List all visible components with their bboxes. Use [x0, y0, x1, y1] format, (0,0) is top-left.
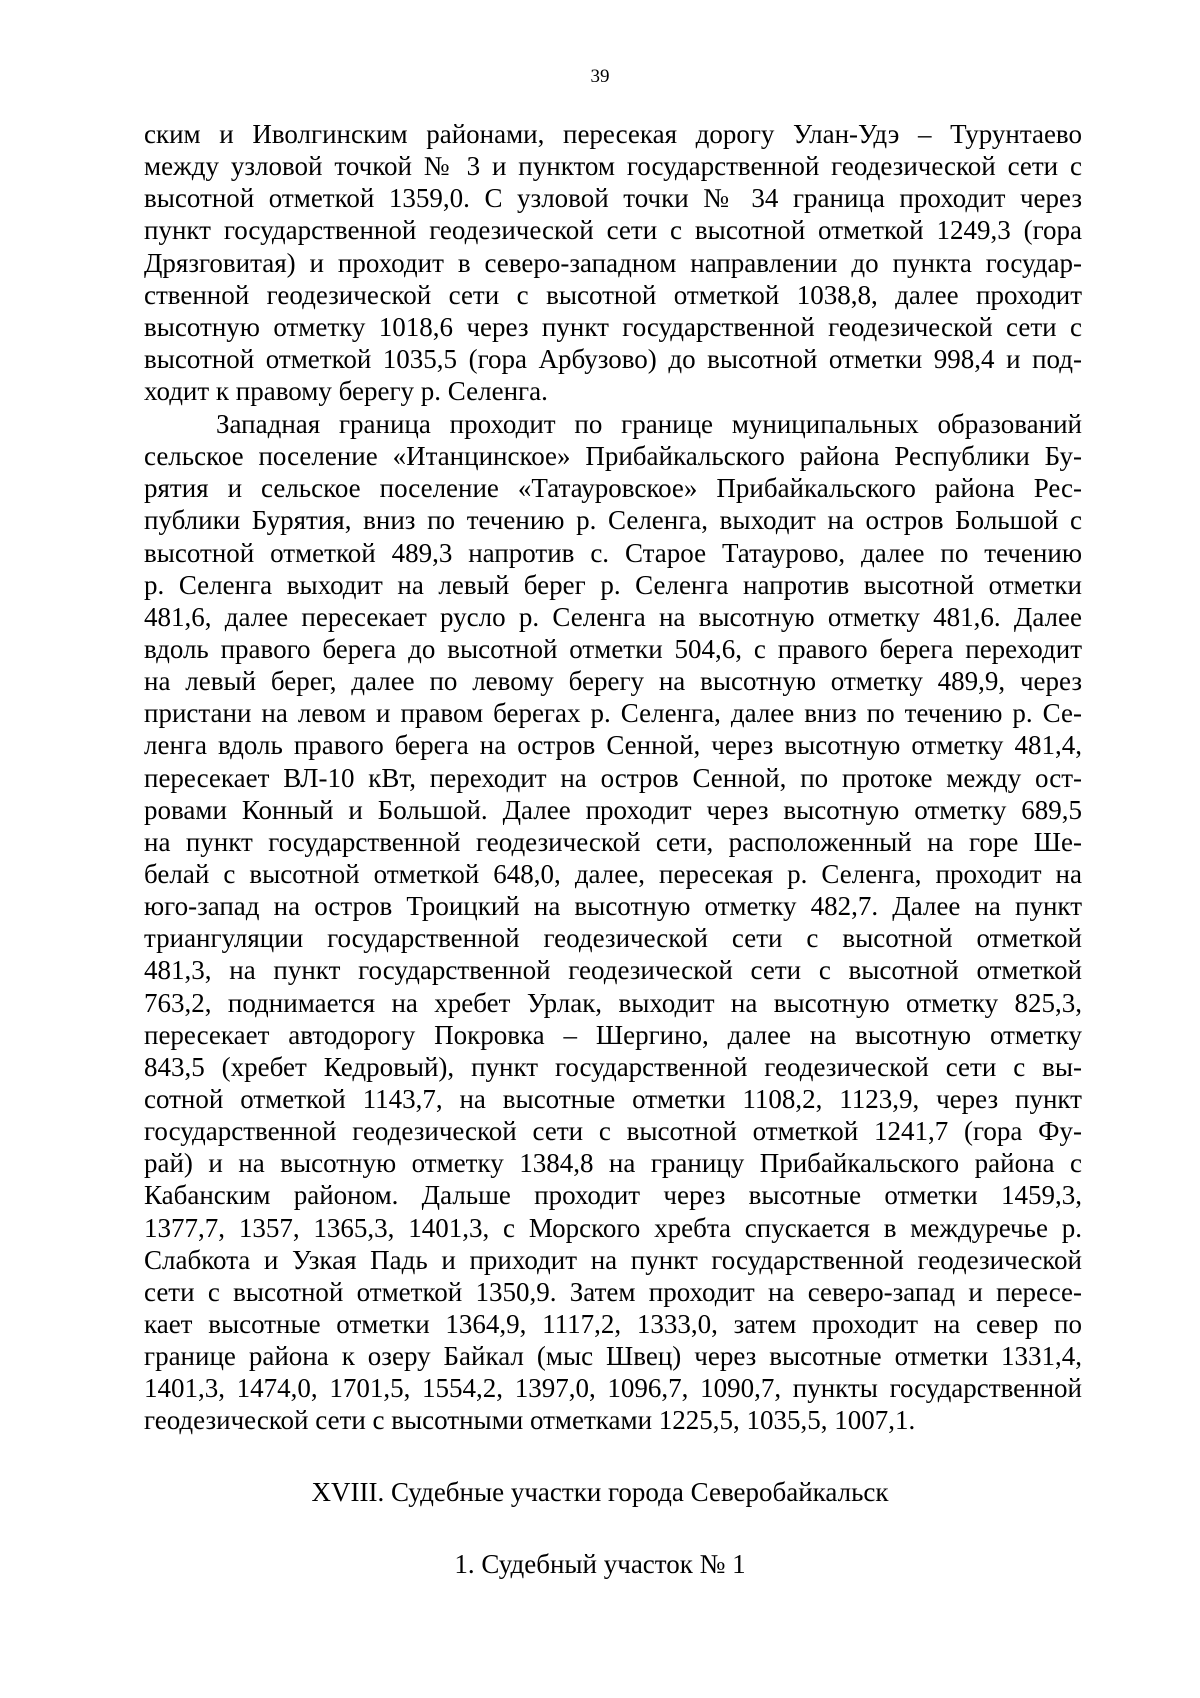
text-line: 763,2, поднимается на хребет Урлак, выходит на высотную отметку 825,3, — [144, 987, 1082, 1018]
text-line: государственной геодезической сети с высотной отметкой 1241,7 (гора Фу- — [144, 1116, 1082, 1147]
text-line: пристани на левом и правом берегах р. Селенга, далее вниз по течению р. Се- — [144, 698, 1082, 729]
text-line: 1377,7, 1357, 1365,3, 1401,3, с Морского хребта спускается в междуречье р. — [144, 1212, 1082, 1243]
text-line: сети с высотной отметкой 1350,9. Затем проходит на северо-запад и пересе- — [144, 1276, 1082, 1307]
text-line: высотной отметкой 1035,5 (гора Арбузово) до высотной отметки 998,4 и под- — [144, 343, 1082, 374]
text-line: пересекает ВЛ-10 кВт, переходит на остров Сенной, по протоке между ост- — [144, 762, 1082, 793]
text-line: белай с высотной отметкой 648,0, далее, пересекая р. Селенга, проходит на — [144, 858, 1082, 889]
text-line: 843,5 (хребет Кедровый), пункт государственной геодезической сети с вы- — [144, 1051, 1082, 1082]
text-line: пересекает автодорогу Покровка – Шергино, далее на высотную отметку — [144, 1019, 1082, 1050]
subsection-heading: 1. Судебный участок № 1 — [454, 1549, 746, 1579]
page-number: 39 — [590, 66, 610, 87]
text-line: юго-запад на остров Троицкий на высотную отметку 482,7. Далее на пункт — [144, 891, 1082, 922]
text-line: высотной отметкой 489,3 напротив с. Старое Татаурово, далее по течению — [144, 537, 1082, 568]
text-line: Кабанским районом. Дальше проходит через высотные отметки 1459,3, — [144, 1180, 1082, 1211]
text-line: Западная граница проходит по границе муниципальных образований — [216, 409, 1082, 439]
text-line: публики Бурятия, вниз по течению р. Селенга, выходит на остров Большой с — [144, 505, 1082, 536]
text-line: 481,3, на пункт государственной геодезической сети с высотной отметкой — [144, 955, 1082, 986]
text-line: сотной отметкой 1143,7, на высотные отметки 1108,2, 1123,9, через пункт — [144, 1083, 1082, 1114]
text-line: сельское поселение «Итанцинское» Прибайкальского района Республики Бу- — [144, 441, 1082, 472]
text-line: ровами Конный и Большой. Далее проходит через высотную отметку 689,5 — [144, 794, 1082, 825]
text-line: 481,6, далее пересекает русло р. Селенга на высотную отметку 481,6. Далее — [144, 601, 1082, 632]
text-line: высотной отметкой 1359,0. С узловой точки № 34 граница проходит через — [144, 183, 1082, 214]
text-line: ходит к правому берегу р. Селенга. — [144, 376, 548, 407]
text-line: рятия и сельское поселение «Татауровское» Прибайкальского района Рес- — [144, 473, 1082, 504]
text-line: вдоль правого берега до высотной отметки 504,6, с правого берега переходит — [144, 633, 1082, 664]
text-line: р. Селенга выходит на левый берег р. Селенга напротив высотной отметки — [144, 569, 1082, 600]
text-line: ленга вдоль правого берега на остров Сенной, через высотную отметку 481,4, — [144, 730, 1082, 761]
text-line: кает высотные отметки 1364,9, 1117,2, 1333,0, затем проходит на север по — [144, 1308, 1082, 1339]
text-line: между узловой точкой № 3 и пунктом государственной геодезической сети с — [144, 151, 1082, 182]
paragraph-2 — [144, 408, 1082, 1437]
text-line: Дрязговитая) и проходит в северо-западном направлении до пункта государ- — [144, 247, 1082, 278]
text-line: триангуляции государственной геодезической сети с высотной отметкой — [144, 923, 1082, 954]
text-line: высотную отметку 1018,6 через пункт государственной геодезической сети с — [144, 311, 1082, 342]
text-line: ственной геодезической сети с высотной отметкой 1038,8, далее проходит — [144, 279, 1082, 310]
text-line: ским и Иволгинским районами, пересекая дорогу Улан-Удэ – Турунтаево — [144, 119, 1082, 149]
text-line: 1401,3, 1474,0, 1701,5, 1554,2, 1397,0, 1096,7, 1090,7, пункты государственной — [144, 1373, 1082, 1404]
paragraph-1 — [144, 118, 1082, 407]
text-line: пункт государственной геодезической сети с высотной отметкой 1249,3 (гора — [144, 215, 1082, 246]
section-heading: XVIII. Судебные участки города Северобайкальск — [311, 1477, 889, 1507]
text-line: рай) и на высотную отметку 1384,8 на границу Прибайкальского района с — [144, 1148, 1082, 1179]
text-line: на пункт государственной геодезической сети, расположенный на горе Ше- — [144, 826, 1082, 857]
text-line: границе района к озеру Байкал (мыс Швец) через высотные отметки 1331,4, — [144, 1341, 1082, 1372]
text-line: Слабкота и Узкая Падь и приходит на пункт государственной геодезической — [144, 1244, 1082, 1275]
text-line: на левый берег, далее по левому берегу на высотную отметку 489,9, через — [144, 666, 1082, 697]
text-line: геодезической сети с высотными отметками 1225,5, 1035,5, 1007,1. — [144, 1405, 916, 1436]
